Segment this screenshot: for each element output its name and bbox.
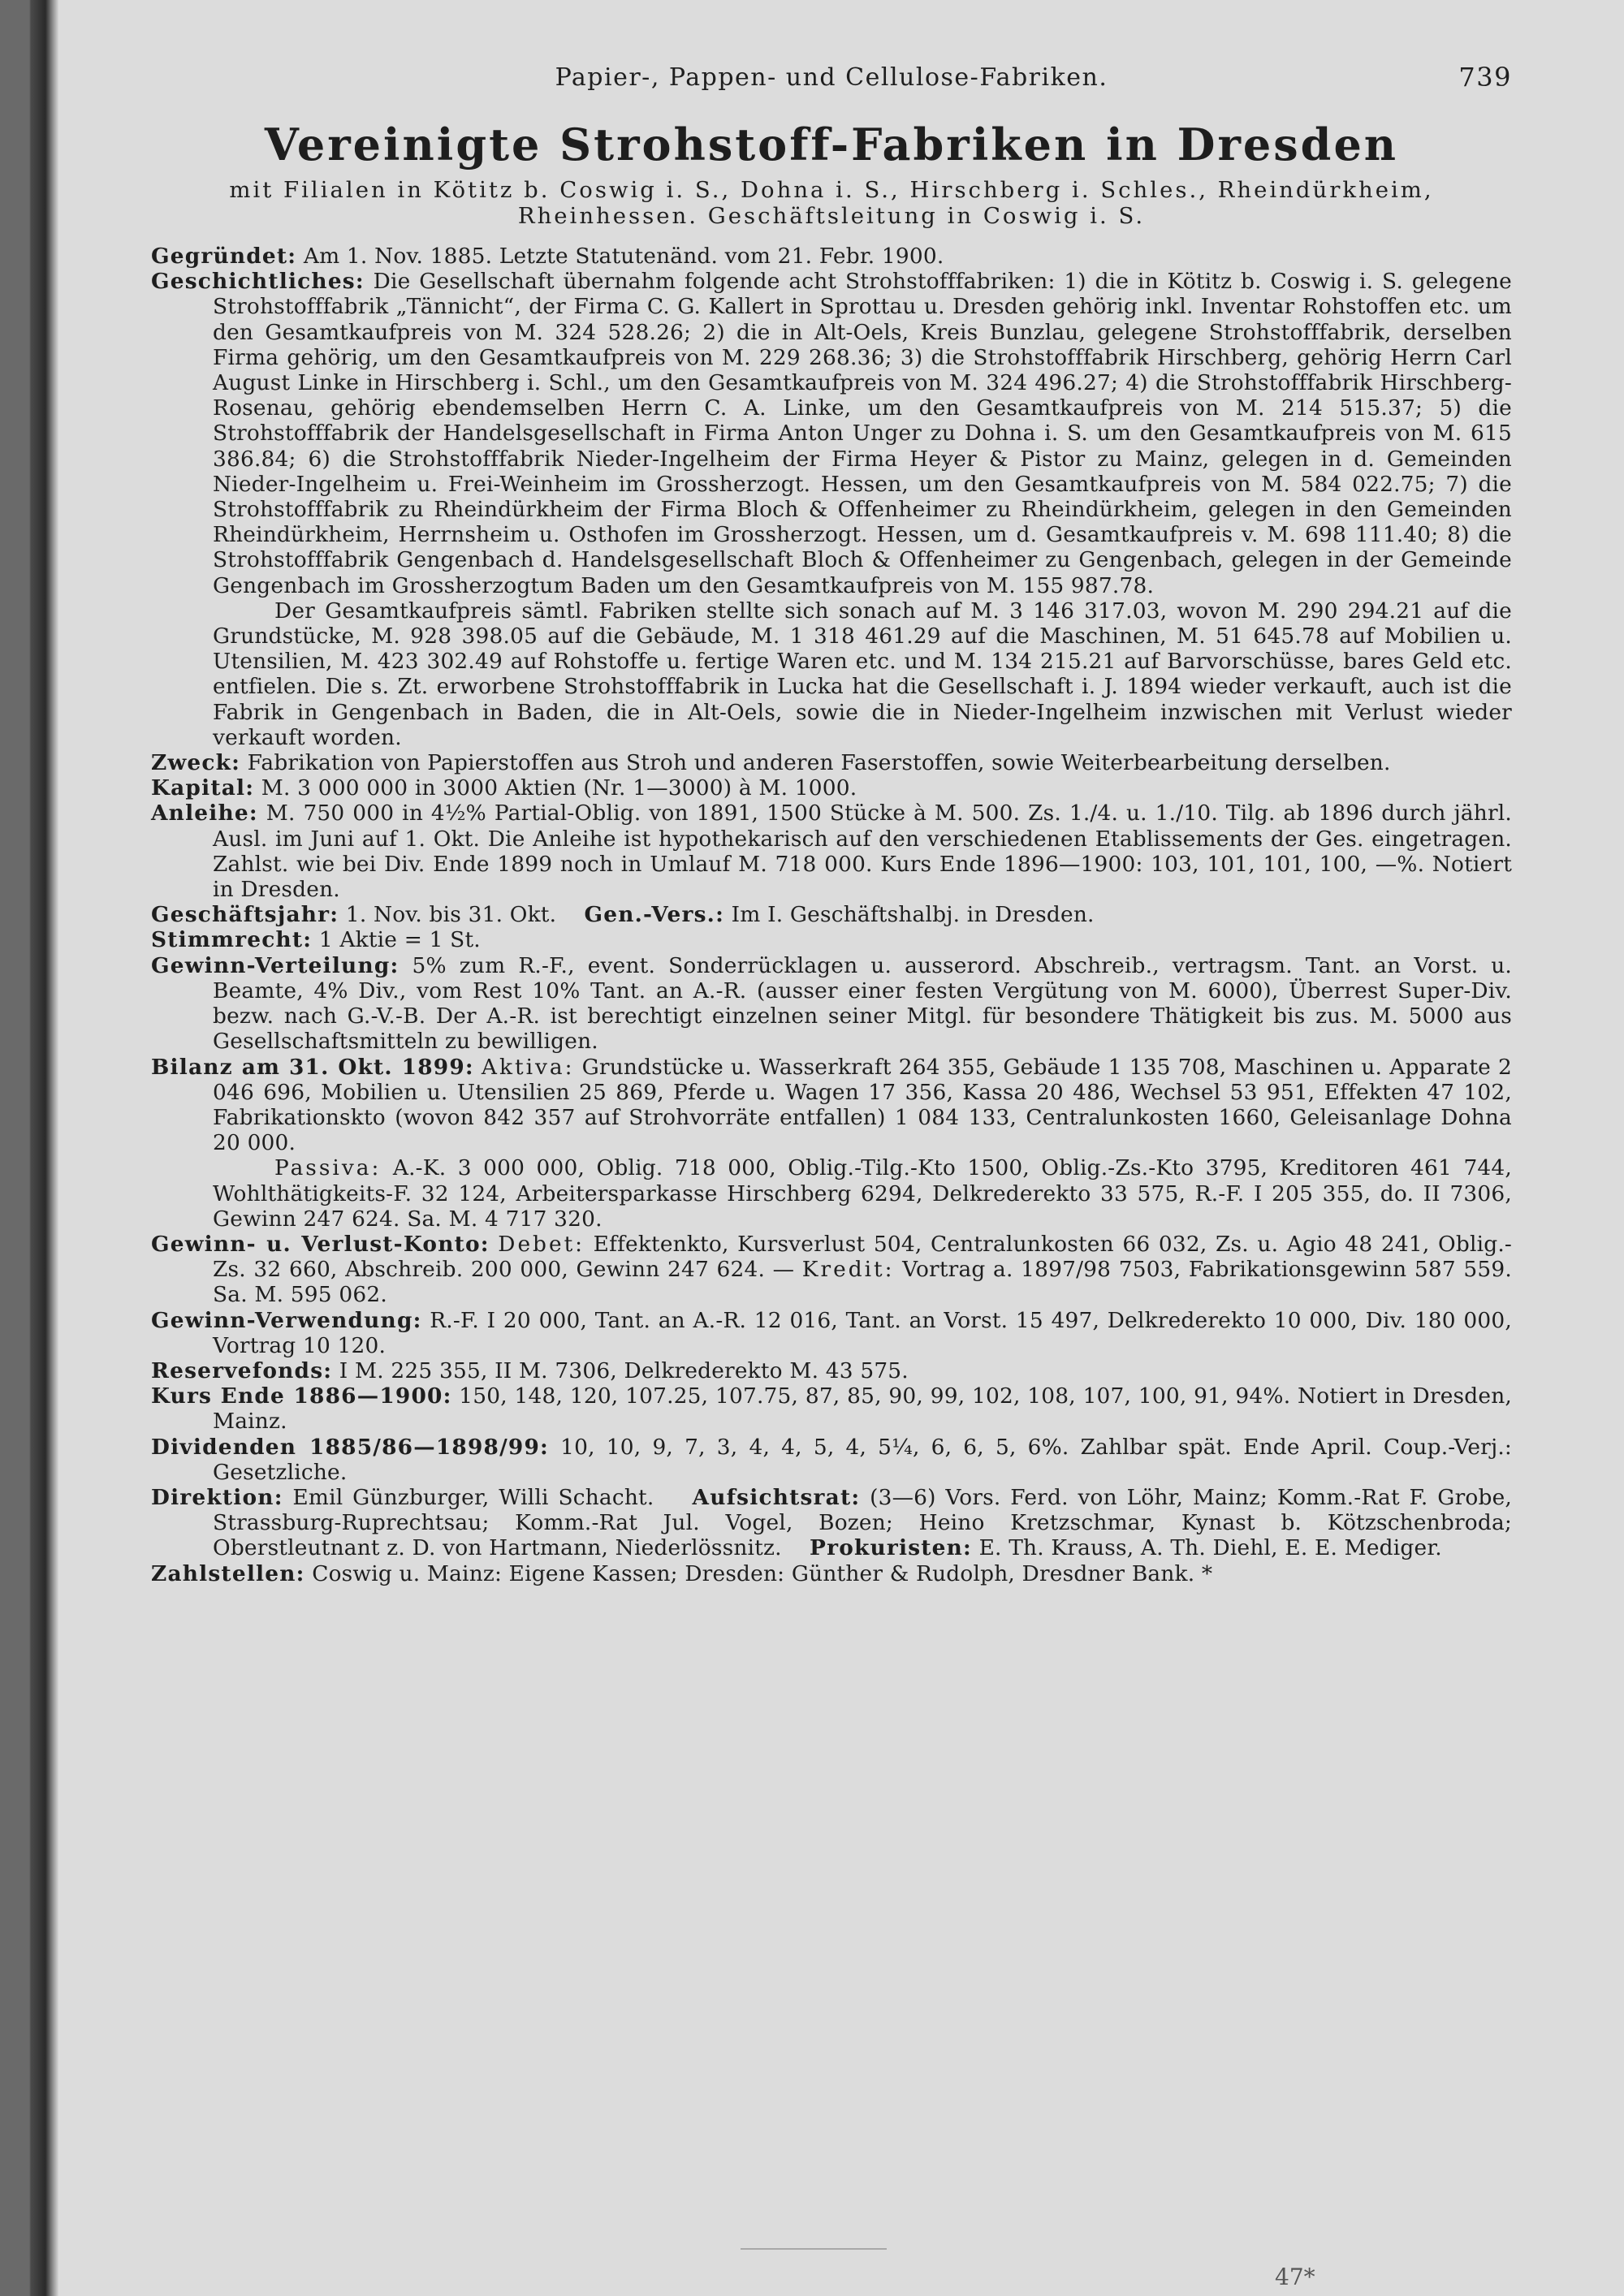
entry-direktion <box>151 1485 1512 1561</box>
entry-gewinnverlust <box>151 1232 1512 1308</box>
text-gewinnverwendung: R.-F. I 20 000, Tant. an A.-R. 12 016, Tant. an Vorst. 15 497, Delkrederekto 10 000, Div. 180 000, Vortrag 10 120. <box>213 1307 1512 1358</box>
label-direktion: Direktion: <box>151 1484 283 1510</box>
label-zahlstellen: Zahlstellen: <box>151 1560 305 1586</box>
label-kredit: Kredit: <box>801 1257 895 1283</box>
entry-gewinnverteilung <box>151 953 1512 1055</box>
entry-kapital <box>151 775 1512 801</box>
text-aktiva: Grundstücke u. Wasserkraft 264 355, Gebäude 1 135 708, Maschinen u. Apparate 2 046 696, Mobilien u. Utensilien 25 869, Pferde u. Wagen 17 356, Kassa 20 486, Wechsel 53 951, Effekten 47 102, Fabrikationskto (wovon 842 357 auf Strohvorräte entfallen) 1 084 133, Centralunkosten 1660, Geleisanlage Dohna 20 000. <box>213 1054 1512 1156</box>
entry-anleihe <box>151 801 1512 902</box>
label-gewinnverteilung: Gewinn-Verteilung: <box>151 952 400 978</box>
entry-geschichtliches <box>151 269 1512 598</box>
text-zweck: Fabrikation von Papierstoffen aus Stroh und anderen Faserstoffen, sowie Weiterbearbeitung derselben. <box>247 750 1391 776</box>
label-geschichtliches: Geschichtliches: <box>151 269 365 295</box>
label-stimmrecht: Stimmrecht: <box>151 927 313 953</box>
label-prokuristen: Prokuristen: <box>810 1535 972 1561</box>
label-aktiva: Aktiva: <box>481 1054 575 1080</box>
signature-mark: 47* <box>1275 2264 1315 2290</box>
label-gewinnverwendung: Gewinn-Verwendung: <box>151 1307 422 1333</box>
text-passiva: A.-K. 3 000 000, Oblig. 718 000, Oblig.-Tilg.-Kto 1500, Oblig.-Zs.-Kto 3795, Kreditoren 461 744, Wohlthätigkeits-F. 32 124, Arbeitersparkasse Hirschberg 6294, Delkrederekto 33 575, R.-F. I 205 355, do. II 7306, Gewinn 247 624. Sa. M. 4 717 320. <box>213 1155 1512 1232</box>
text-zahlstellen: Coswig u. Mainz: Eigene Kassen; Dresden: Günther & Rudolph, Dresdner Bank. * <box>312 1560 1213 1586</box>
text-stimmrecht: 1 Aktie = 1 St. <box>318 927 481 953</box>
label-gewinnverlust: Gewinn- u. Verlust-Konto: <box>151 1231 490 1257</box>
label-bilanz: Bilanz am 31. Okt. 1899: <box>151 1054 474 1080</box>
page-number: 739 <box>1458 62 1512 93</box>
running-head-title: Papier-, Pappen- und Cellulose-Fabriken. <box>555 63 1108 92</box>
company-title: Vereinigte Strohstoff-Fabriken in Dresden <box>264 119 1399 170</box>
label-reservefonds: Reservefonds: <box>151 1357 333 1383</box>
text-kapital: M. 3 000 000 in 3000 Aktien (Nr. 1—3000) à M. 1000. <box>261 775 857 801</box>
label-genvers: Gen.-Vers.: <box>584 902 725 928</box>
label-zweck: Zweck: <box>151 750 241 776</box>
entry-gegruendet <box>151 244 1512 269</box>
text-anleihe: M. 750 000 in 4½% Partial-Oblig. von 1891, 1500 Stücke à M. 500. Zs. 1./4. u. 1./10. Tilg. ab 1896 durch jährl. Ausl. im Juni auf 1. Okt. Die Anleihe ist hypothekarisch auf den verschiedenen Etablissements der Ges. eingetragen. Zahlst. wie bei Div. Ende 1899 noch in Umlauf M. 718 000. Kurs Ende 1896—1900: 103, 101, 101, 100, —%. Notiert in Dresden. <box>213 801 1512 903</box>
text-gewinnverteilung: 5% zum R.-F., event. Sonderrücklagen u. ausserord. Abschreib., vertragsm. Tant. an Vorst. u. Beamte, 4% Div., vom Rest 10% Tant. an A.-R. (ausser einer festen Vergütung von M. 6000), Überrest Super-Div. bezw. nach G.-V.-B. Der A.-R. ist berechtigt einzelnen seiner Mitgl. für besondere Thätigkeit bis zus. M. 5000 aus Gesellschaftsmitteln zu bewilligen. <box>213 952 1512 1055</box>
entry-dividenden <box>151 1435 1512 1485</box>
text-prokuristen: E. Th. Krauss, A. Th. Diehl, E. E. Mediger. <box>978 1535 1442 1561</box>
text-reservefonds: I M. 225 355, II M. 7306, Delkrederekto M. 43 575. <box>339 1357 909 1383</box>
entry-kurs <box>151 1383 1512 1434</box>
text-dividenden: 10, 10, 9, 7, 3, 4, 4, 5, 4, 5¼, 6, 6, 5, 6%. Zahlbar spät. Ende April. Coup.-Verj.: Gesetzliche. <box>213 1434 1513 1485</box>
label-passiva: Passiva: <box>274 1155 382 1181</box>
label-anleihe: Anleihe: <box>151 801 258 826</box>
entry-gewinnverwendung <box>151 1308 1512 1358</box>
company-subtitle: mit Filialen in Kötitz b. Coswig i. S., Dohna i. S., Hirschberg i. Schles., Rheindürkheim, Rheinhessen. Geschäftsleitung in Coswig i. S. <box>229 177 1434 229</box>
geschichtliches-continuation: Der Gesamtkaufpreis sämtl. Fabriken stellte sich sonach auf M. 3 146 317.03, wovon M. 290 294.21 auf die Grundstücke, M. 928 398.05 auf die Gebäude, M. 1 318 461.29 auf die Maschinen, M. 51 645.78 auf Mobilien u. Utensilien, M. 423 302.49 auf Rohstoffe u. fertige Waren etc. und M. 134 215.21 auf Barvorschüsse, bares Geld etc. entfielen. Die s. Zt. erworbene Strohstofffabrik in Lucka hat die Gesellschaft i. J. 1894 wieder verkauft, auch ist die Fabrik in Gengenbach in Baden, die in Alt-Oels, sowie die in Nieder-Ingelheim inzwischen mit Verlust wieder verkauft worden. <box>213 598 1512 750</box>
text-direktion: Emil Günzburger, Willi Schacht. <box>292 1484 654 1510</box>
book-binding-edge <box>0 0 58 2296</box>
text-aufsichtsrat: (3—6) Vors. Ferd. von Löhr, Mainz; Komm.-Rat F. Grobe, Strassburg-Ruprechtsau; Komm.-Rat Jul. Vogel, Bozen; Heino Kretzschmar, Kynast b. Kötzschenbroda; Oberstleutnant z. D. von Hartmann, Niederlössnitz. <box>213 1484 1512 1561</box>
text-geschaeftsjahr: 1. Nov. bis 31. Okt. <box>345 902 557 928</box>
entry-geschaeftsjahr <box>151 902 1512 927</box>
footer-rule <box>741 2248 887 2250</box>
text-genvers: Im I. Geschäftshalbj. in Dresden. <box>731 902 1095 928</box>
label-kurs: Kurs Ende 1886—1900: <box>151 1383 452 1409</box>
label-geschaeftsjahr: Geschäftsjahr: <box>151 902 339 928</box>
document-page <box>151 62 1513 1586</box>
text-gegruendet: Am 1. Nov. 1885. Letzte Statutenänd. vom 21. Febr. 1900. <box>303 244 944 269</box>
label-aufsichtsrat: Aufsichtsrat: <box>692 1484 861 1510</box>
label-kapital: Kapital: <box>151 775 255 801</box>
label-dividenden: Dividenden 1885/86—1898/99: <box>151 1434 549 1460</box>
entry-zweck <box>151 750 1512 775</box>
running-head <box>151 62 1512 101</box>
entry-reservefonds <box>151 1358 1512 1383</box>
entry-bilanz <box>151 1055 1512 1156</box>
label-gegruendet: Gegründet: <box>151 244 297 269</box>
text-geschichtliches: Die Gesellschaft übernahm folgende acht Strohstofffabriken: 1) die in Kötitz b. Coswig i. S. gelegene Strohstofffabrik „Tännicht“, der Firma C. G. Kallert in Sprottau u. Dresden gehörig inkl. Inventar Rohstoffen etc. um den Gesamtkaufpreis von M. 324 528.26; 2) die in Alt-Oels, Kreis Bunzlau, gelegene Strohstofffabrik, derselben Firma gehörig, um den Gesamtkaufpreis von M. 229 268.36; 3) die Strohstofffabrik Hirschberg, gehörig Herrn Carl August Linke in Hirschberg i. Schl., um den Gesamtkaufpreis von M. 324 496.27; 4) die Strohstofffabrik Hirschberg-Rosenau, gehörig ebendemselben Herrn C. A. Linke, um den Gesamtkaufpreis von M. 214 515.37; 5) die Strohstofffabrik der Handelsgesellschaft in Firma Anton Unger zu Dohna i. S. um den Gesamtkaufpreis von M. 615 386.84; 6) die Strohstofffabrik Nieder-Ingelheim der Firma Heyer & Pistor zu Mainz, gelegen in d. Gemeinden Nieder-Ingelheim u. Frei-Weinheim im Grossherzogt. Hessen, um den Gesamtkaufpreis von M. 584 022.75; 7) die Strohstofffabrik zu Rheindürkheim der Firma Bloch & Offenheimer zu Rheindürkheim, gelegen in den Gemeinden Rheindürkheim, Herrnsheim u. Osthofen im Grossherzogt. Hessen, um d. Gesamtkaufpreis v. M. 698 111.40; 8) die Strohstofffabrik Gengenbach d. Handelsgesellschaft Bloch & Offenheimer zu Gengenbach, gelegen in der Gemeinde Gengenbach im Grossherzogtum Baden um den Gesamtkaufpreis von M. 155 987.78. <box>213 269 1513 598</box>
entry-stimmrecht <box>151 927 1512 952</box>
text-kredit: Vortrag a. 1897/98 7503, Fabrikationsgewinn 587 559. Sa. M. 595 062. <box>213 1257 1512 1308</box>
text-kurs: 150, 148, 120, 107.25, 107.75, 87, 85, 90, 99, 102, 108, 107, 100, 91, 94%. Notiert in Dresden, Mainz. <box>213 1383 1512 1435</box>
entry-zahlstellen <box>151 1561 1512 1586</box>
label-debet: Debet: <box>498 1231 585 1257</box>
bilanz-passiva <box>151 1155 1512 1232</box>
text-debet: Effektenkto, Kursverlust 504, Centralunkosten 66 032, Zs. u. Agio 48 241, Oblig.-Zs. 32 660, Abschreib. 200 000, Gewinn 247 624. — <box>213 1231 1513 1283</box>
